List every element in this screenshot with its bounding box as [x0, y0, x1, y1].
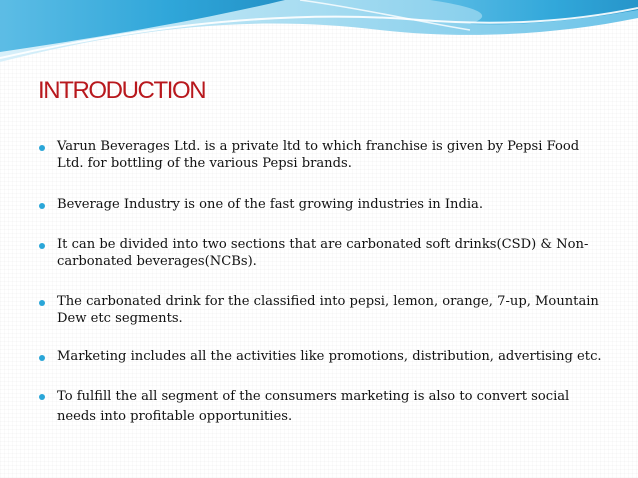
bullet-text: Marketing includes all the activities like promotions, distribution, advertising etc. [57, 349, 602, 364]
circle-bullet-icon [39, 300, 45, 306]
wave-header-decoration [0, 0, 638, 80]
circle-bullet-icon [39, 145, 45, 151]
bullet-text: Beverage Industry is one of the fast growing industries in India. [57, 197, 484, 212]
bullet-text: To fulfill the all segment of the consumers marketing is also to convert social needs into profitable opportunities. [57, 389, 570, 424]
wave-dark-band [0, 0, 285, 52]
slide-title: INTRODUCTION [38, 77, 206, 104]
circle-bullet-icon [39, 394, 45, 400]
circle-bullet-icon [39, 203, 45, 209]
bullet-text: Varun Beverages Ltd. is a private ltd to which franchise is given by Pepsi Food Ltd. for bottling of the various Pepsi brands. [57, 139, 580, 171]
circle-bullet-icon [39, 355, 45, 361]
circle-bullet-icon [39, 243, 45, 249]
bullet-text: It can be divided into two sections that are carbonated soft drinks(CSD) & Non-carbonated beverages(NCBs). [57, 237, 589, 269]
bullet-text: The carbonated drink for the classified into pepsi, lemon, orange, 7-up, Mountain Dew etc segments. [57, 294, 599, 326]
